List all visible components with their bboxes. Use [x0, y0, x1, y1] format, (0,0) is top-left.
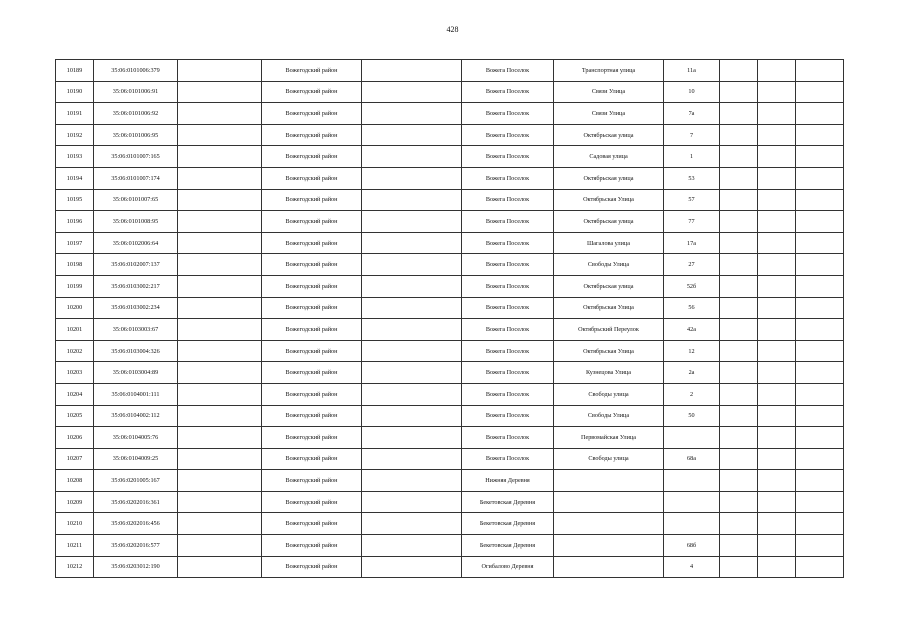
settlement-cell: Вожега Поселок [462, 189, 554, 211]
record-number-cell: 10204 [56, 383, 94, 405]
house-number-cell: 2 [664, 383, 720, 405]
street-cell: Октябрьский Переулок [554, 319, 664, 341]
table-row [56, 189, 844, 211]
empty-cell [796, 427, 844, 449]
empty-cell [178, 81, 262, 103]
empty-cell [796, 211, 844, 233]
street-cell: Первомайская Улица [554, 427, 664, 449]
empty-cell [362, 232, 462, 254]
record-number-cell: 10193 [56, 146, 94, 168]
empty-cell [178, 383, 262, 405]
region-cell: Вожегодский район [262, 81, 362, 103]
settlement-cell: Нижняя Деревня [462, 470, 554, 492]
house-number-cell [664, 491, 720, 513]
empty-cell [362, 491, 462, 513]
region-cell: Вожегодский район [262, 427, 362, 449]
table-row [56, 211, 844, 233]
cadastral-number-cell: 35:06:0201005:167 [94, 470, 178, 492]
empty-cell [720, 383, 758, 405]
empty-cell [178, 556, 262, 578]
empty-cell [796, 340, 844, 362]
empty-cell [362, 383, 462, 405]
empty-cell [796, 491, 844, 513]
empty-cell [720, 405, 758, 427]
house-number-cell: 17а [664, 232, 720, 254]
table-body [56, 60, 844, 578]
empty-cell [362, 275, 462, 297]
table-row [56, 448, 844, 470]
cadastral-number-cell: 35:06:0103002:234 [94, 297, 178, 319]
record-number-cell: 10200 [56, 297, 94, 319]
empty-cell [178, 297, 262, 319]
empty-cell [362, 60, 462, 82]
street-cell: Шагалова улица [554, 232, 664, 254]
settlement-cell: Вожега Поселок [462, 383, 554, 405]
region-cell: Вожегодский район [262, 513, 362, 535]
settlement-cell: Вожега Поселок [462, 146, 554, 168]
settlement-cell: Вожега Поселок [462, 81, 554, 103]
empty-cell [758, 513, 796, 535]
region-cell: Вожегодский район [262, 124, 362, 146]
property-registry-table [55, 59, 844, 578]
settlement-cell: Вожега Поселок [462, 340, 554, 362]
empty-cell [796, 362, 844, 384]
settlement-cell: Вожега Поселок [462, 362, 554, 384]
settlement-cell: Вожега Поселок [462, 254, 554, 276]
table-row [56, 556, 844, 578]
table-row [56, 146, 844, 168]
empty-cell [362, 513, 462, 535]
house-number-cell: 12 [664, 340, 720, 362]
empty-cell [178, 254, 262, 276]
settlement-cell: Вожега Поселок [462, 427, 554, 449]
region-cell: Вожегодский район [262, 491, 362, 513]
empty-cell [758, 124, 796, 146]
empty-cell [178, 513, 262, 535]
empty-cell [178, 319, 262, 341]
empty-cell [720, 556, 758, 578]
empty-cell [362, 167, 462, 189]
empty-cell [796, 535, 844, 557]
empty-cell [758, 297, 796, 319]
empty-cell [796, 81, 844, 103]
table-row [56, 427, 844, 449]
house-number-cell: 7 [664, 124, 720, 146]
record-number-cell: 10192 [56, 124, 94, 146]
record-number-cell: 10205 [56, 405, 94, 427]
cadastral-number-cell: 35:06:0202016:456 [94, 513, 178, 535]
street-cell: Садовая улица [554, 146, 664, 168]
cadastral-number-cell: 35:06:0103004:89 [94, 362, 178, 384]
table-row [56, 81, 844, 103]
region-cell: Вожегодский район [262, 103, 362, 125]
region-cell: Вожегодский район [262, 167, 362, 189]
empty-cell [362, 297, 462, 319]
house-number-cell [664, 470, 720, 492]
empty-cell [178, 103, 262, 125]
empty-cell [362, 146, 462, 168]
empty-cell [362, 340, 462, 362]
empty-cell [362, 189, 462, 211]
empty-cell [720, 340, 758, 362]
table-row [56, 319, 844, 341]
region-cell: Вожегодский район [262, 535, 362, 557]
house-number-cell: 56 [664, 297, 720, 319]
street-cell: Свободы Улица [554, 254, 664, 276]
empty-cell [758, 189, 796, 211]
empty-cell [796, 513, 844, 535]
empty-cell [758, 81, 796, 103]
record-number-cell: 10201 [56, 319, 94, 341]
record-number-cell: 10199 [56, 275, 94, 297]
empty-cell [758, 535, 796, 557]
empty-cell [758, 556, 796, 578]
empty-cell [720, 60, 758, 82]
house-number-cell: 68б [664, 535, 720, 557]
settlement-cell: Вожега Поселок [462, 297, 554, 319]
empty-cell [178, 167, 262, 189]
cadastral-number-cell: 35:06:0104005:76 [94, 427, 178, 449]
cadastral-number-cell: 35:06:0101008:95 [94, 211, 178, 233]
cadastral-number-cell: 35:06:0202016:577 [94, 535, 178, 557]
empty-cell [758, 340, 796, 362]
table-row [56, 124, 844, 146]
cadastral-number-cell: 35:06:0101007:174 [94, 167, 178, 189]
empty-cell [178, 146, 262, 168]
house-number-cell: 50 [664, 405, 720, 427]
empty-cell [178, 470, 262, 492]
empty-cell [178, 232, 262, 254]
empty-cell [796, 297, 844, 319]
cadastral-number-cell: 35:06:0101006:91 [94, 81, 178, 103]
record-number-cell: 10189 [56, 60, 94, 82]
region-cell: Вожегодский район [262, 556, 362, 578]
street-cell [554, 470, 664, 492]
settlement-cell: Вожега Поселок [462, 167, 554, 189]
empty-cell [720, 427, 758, 449]
street-cell: Свободы улица [554, 448, 664, 470]
house-number-cell: 2а [664, 362, 720, 384]
empty-cell [362, 319, 462, 341]
cadastral-number-cell: 35:06:0104001:111 [94, 383, 178, 405]
empty-cell [362, 362, 462, 384]
empty-cell [796, 556, 844, 578]
cadastral-number-cell: 35:06:0103004:326 [94, 340, 178, 362]
empty-cell [796, 232, 844, 254]
empty-cell [720, 513, 758, 535]
empty-cell [758, 60, 796, 82]
empty-cell [758, 103, 796, 125]
region-cell: Вожегодский район [262, 60, 362, 82]
empty-cell [796, 275, 844, 297]
house-number-cell: 42а [664, 319, 720, 341]
empty-cell [178, 340, 262, 362]
house-number-cell: 27 [664, 254, 720, 276]
settlement-cell: Бекетовская Деревня [462, 491, 554, 513]
cadastral-number-cell: 35:06:0102007:137 [94, 254, 178, 276]
table-row [56, 60, 844, 82]
settlement-cell: Вожега Поселок [462, 60, 554, 82]
settlement-cell: Вожега Поселок [462, 275, 554, 297]
empty-cell [178, 427, 262, 449]
empty-cell [720, 167, 758, 189]
table-row [56, 340, 844, 362]
region-cell: Вожегодский район [262, 297, 362, 319]
table-row [56, 383, 844, 405]
empty-cell [720, 319, 758, 341]
cadastral-number-cell: 35:06:0103003:67 [94, 319, 178, 341]
empty-cell [720, 232, 758, 254]
empty-cell [720, 491, 758, 513]
region-cell: Вожегодский район [262, 275, 362, 297]
empty-cell [178, 448, 262, 470]
settlement-cell: Огибалово Деревня [462, 556, 554, 578]
street-cell: Связи Улица [554, 103, 664, 125]
record-number-cell: 10190 [56, 81, 94, 103]
cadastral-number-cell: 35:06:0101006:92 [94, 103, 178, 125]
empty-cell [178, 275, 262, 297]
house-number-cell: 11а [664, 60, 720, 82]
empty-cell [720, 448, 758, 470]
cadastral-number-cell: 35:06:0101006:379 [94, 60, 178, 82]
record-number-cell: 10196 [56, 211, 94, 233]
cadastral-number-cell: 35:06:0202016:361 [94, 491, 178, 513]
empty-cell [758, 254, 796, 276]
table-row [56, 470, 844, 492]
record-number-cell: 10191 [56, 103, 94, 125]
street-cell [554, 491, 664, 513]
region-cell: Вожегодский район [262, 362, 362, 384]
empty-cell [796, 189, 844, 211]
region-cell: Вожегодский район [262, 232, 362, 254]
empty-cell [362, 254, 462, 276]
house-number-cell: 57 [664, 189, 720, 211]
empty-cell [758, 383, 796, 405]
record-number-cell: 10211 [56, 535, 94, 557]
record-number-cell: 10202 [56, 340, 94, 362]
empty-cell [758, 491, 796, 513]
empty-cell [362, 427, 462, 449]
house-number-cell: 68а [664, 448, 720, 470]
table-row [56, 275, 844, 297]
empty-cell [362, 124, 462, 146]
empty-cell [796, 470, 844, 492]
region-cell: Вожегодский район [262, 189, 362, 211]
empty-cell [796, 405, 844, 427]
table-row [56, 535, 844, 557]
empty-cell [178, 189, 262, 211]
house-number-cell: 1 [664, 146, 720, 168]
empty-cell [178, 124, 262, 146]
record-number-cell: 10212 [56, 556, 94, 578]
street-cell: Октябрьская улица [554, 167, 664, 189]
empty-cell [796, 448, 844, 470]
settlement-cell: Вожега Поселок [462, 448, 554, 470]
empty-cell [362, 470, 462, 492]
region-cell: Вожегодский район [262, 211, 362, 233]
street-cell [554, 556, 664, 578]
street-cell: Свободы улица [554, 383, 664, 405]
settlement-cell: Вожега Поселок [462, 319, 554, 341]
record-number-cell: 10203 [56, 362, 94, 384]
cadastral-number-cell: 35:06:0104009:25 [94, 448, 178, 470]
settlement-cell: Вожега Поселок [462, 103, 554, 125]
empty-cell [720, 297, 758, 319]
region-cell: Вожегодский район [262, 448, 362, 470]
cadastral-number-cell: 35:06:0101007:165 [94, 146, 178, 168]
empty-cell [758, 211, 796, 233]
region-cell: Вожегодский район [262, 254, 362, 276]
street-cell [554, 535, 664, 557]
house-number-cell: 7а [664, 103, 720, 125]
empty-cell [362, 556, 462, 578]
empty-cell [796, 124, 844, 146]
empty-cell [796, 383, 844, 405]
empty-cell [758, 362, 796, 384]
house-number-cell: 53 [664, 167, 720, 189]
settlement-cell: Вожега Поселок [462, 124, 554, 146]
street-cell: Октябрьская Улица [554, 189, 664, 211]
empty-cell [720, 470, 758, 492]
page-number: 428 [446, 25, 459, 34]
empty-cell [796, 103, 844, 125]
empty-cell [720, 146, 758, 168]
table-row [56, 254, 844, 276]
empty-cell [796, 254, 844, 276]
table-row [56, 103, 844, 125]
house-number-cell: 77 [664, 211, 720, 233]
empty-cell [178, 491, 262, 513]
empty-cell [362, 81, 462, 103]
record-number-cell: 10209 [56, 491, 94, 513]
empty-cell [758, 319, 796, 341]
table-row [56, 405, 844, 427]
empty-cell [758, 448, 796, 470]
house-number-cell [664, 427, 720, 449]
street-cell [554, 513, 664, 535]
region-cell: Вожегодский район [262, 319, 362, 341]
empty-cell [178, 405, 262, 427]
empty-cell [758, 146, 796, 168]
region-cell: Вожегодский район [262, 340, 362, 362]
region-cell: Вожегодский район [262, 383, 362, 405]
street-cell: Октябрьская Улица [554, 297, 664, 319]
empty-cell [720, 189, 758, 211]
settlement-cell: Бекетовская Деревня [462, 535, 554, 557]
empty-cell [362, 535, 462, 557]
empty-cell [720, 362, 758, 384]
empty-cell [758, 232, 796, 254]
cadastral-number-cell: 35:06:0101007:65 [94, 189, 178, 211]
empty-cell [796, 167, 844, 189]
empty-cell [362, 211, 462, 233]
street-cell: Октябрьская улица [554, 124, 664, 146]
table-row [56, 297, 844, 319]
empty-cell [178, 60, 262, 82]
empty-cell [758, 427, 796, 449]
region-cell: Вожегодский район [262, 405, 362, 427]
table-row [56, 362, 844, 384]
settlement-cell: Вожега Поселок [462, 232, 554, 254]
cadastral-number-cell: 35:06:0104002:112 [94, 405, 178, 427]
table-row [56, 513, 844, 535]
empty-cell [758, 167, 796, 189]
street-cell: Кузнецова Улица [554, 362, 664, 384]
empty-cell [758, 405, 796, 427]
street-cell: Транспортная улица [554, 60, 664, 82]
settlement-cell: Вожега Поселок [462, 405, 554, 427]
record-number-cell: 10194 [56, 167, 94, 189]
cadastral-number-cell: 35:06:0102006:64 [94, 232, 178, 254]
empty-cell [362, 405, 462, 427]
house-number-cell: 52б [664, 275, 720, 297]
street-cell: Октябрьская Улица [554, 340, 664, 362]
street-cell: Октябрьская улица [554, 275, 664, 297]
street-cell: Связи Улица [554, 81, 664, 103]
empty-cell [720, 124, 758, 146]
table-row [56, 167, 844, 189]
region-cell: Вожегодский район [262, 470, 362, 492]
settlement-cell: Бекетовская Деревня [462, 513, 554, 535]
record-number-cell: 10206 [56, 427, 94, 449]
record-number-cell: 10208 [56, 470, 94, 492]
empty-cell [758, 470, 796, 492]
house-number-cell: 4 [664, 556, 720, 578]
empty-cell [720, 535, 758, 557]
record-number-cell: 10195 [56, 189, 94, 211]
empty-cell [720, 103, 758, 125]
cadastral-number-cell: 35:06:0203012:190 [94, 556, 178, 578]
record-number-cell: 10198 [56, 254, 94, 276]
settlement-cell: Вожега Поселок [462, 211, 554, 233]
house-number-cell: 10 [664, 81, 720, 103]
street-cell: Свободы Улица [554, 405, 664, 427]
empty-cell [720, 81, 758, 103]
house-number-cell [664, 513, 720, 535]
cadastral-number-cell: 35:06:0103002:217 [94, 275, 178, 297]
empty-cell [178, 362, 262, 384]
empty-cell [720, 254, 758, 276]
empty-cell [796, 146, 844, 168]
record-number-cell: 10210 [56, 513, 94, 535]
region-cell: Вожегодский район [262, 146, 362, 168]
empty-cell [178, 535, 262, 557]
empty-cell [796, 319, 844, 341]
empty-cell [758, 275, 796, 297]
empty-cell [362, 448, 462, 470]
empty-cell [362, 103, 462, 125]
cadastral-number-cell: 35:06:0101006:95 [94, 124, 178, 146]
empty-cell [178, 211, 262, 233]
empty-cell [796, 60, 844, 82]
table-row [56, 491, 844, 513]
empty-cell [720, 275, 758, 297]
record-number-cell: 10207 [56, 448, 94, 470]
record-number-cell: 10197 [56, 232, 94, 254]
table-row [56, 232, 844, 254]
empty-cell [720, 211, 758, 233]
street-cell: Октябрьская улица [554, 211, 664, 233]
